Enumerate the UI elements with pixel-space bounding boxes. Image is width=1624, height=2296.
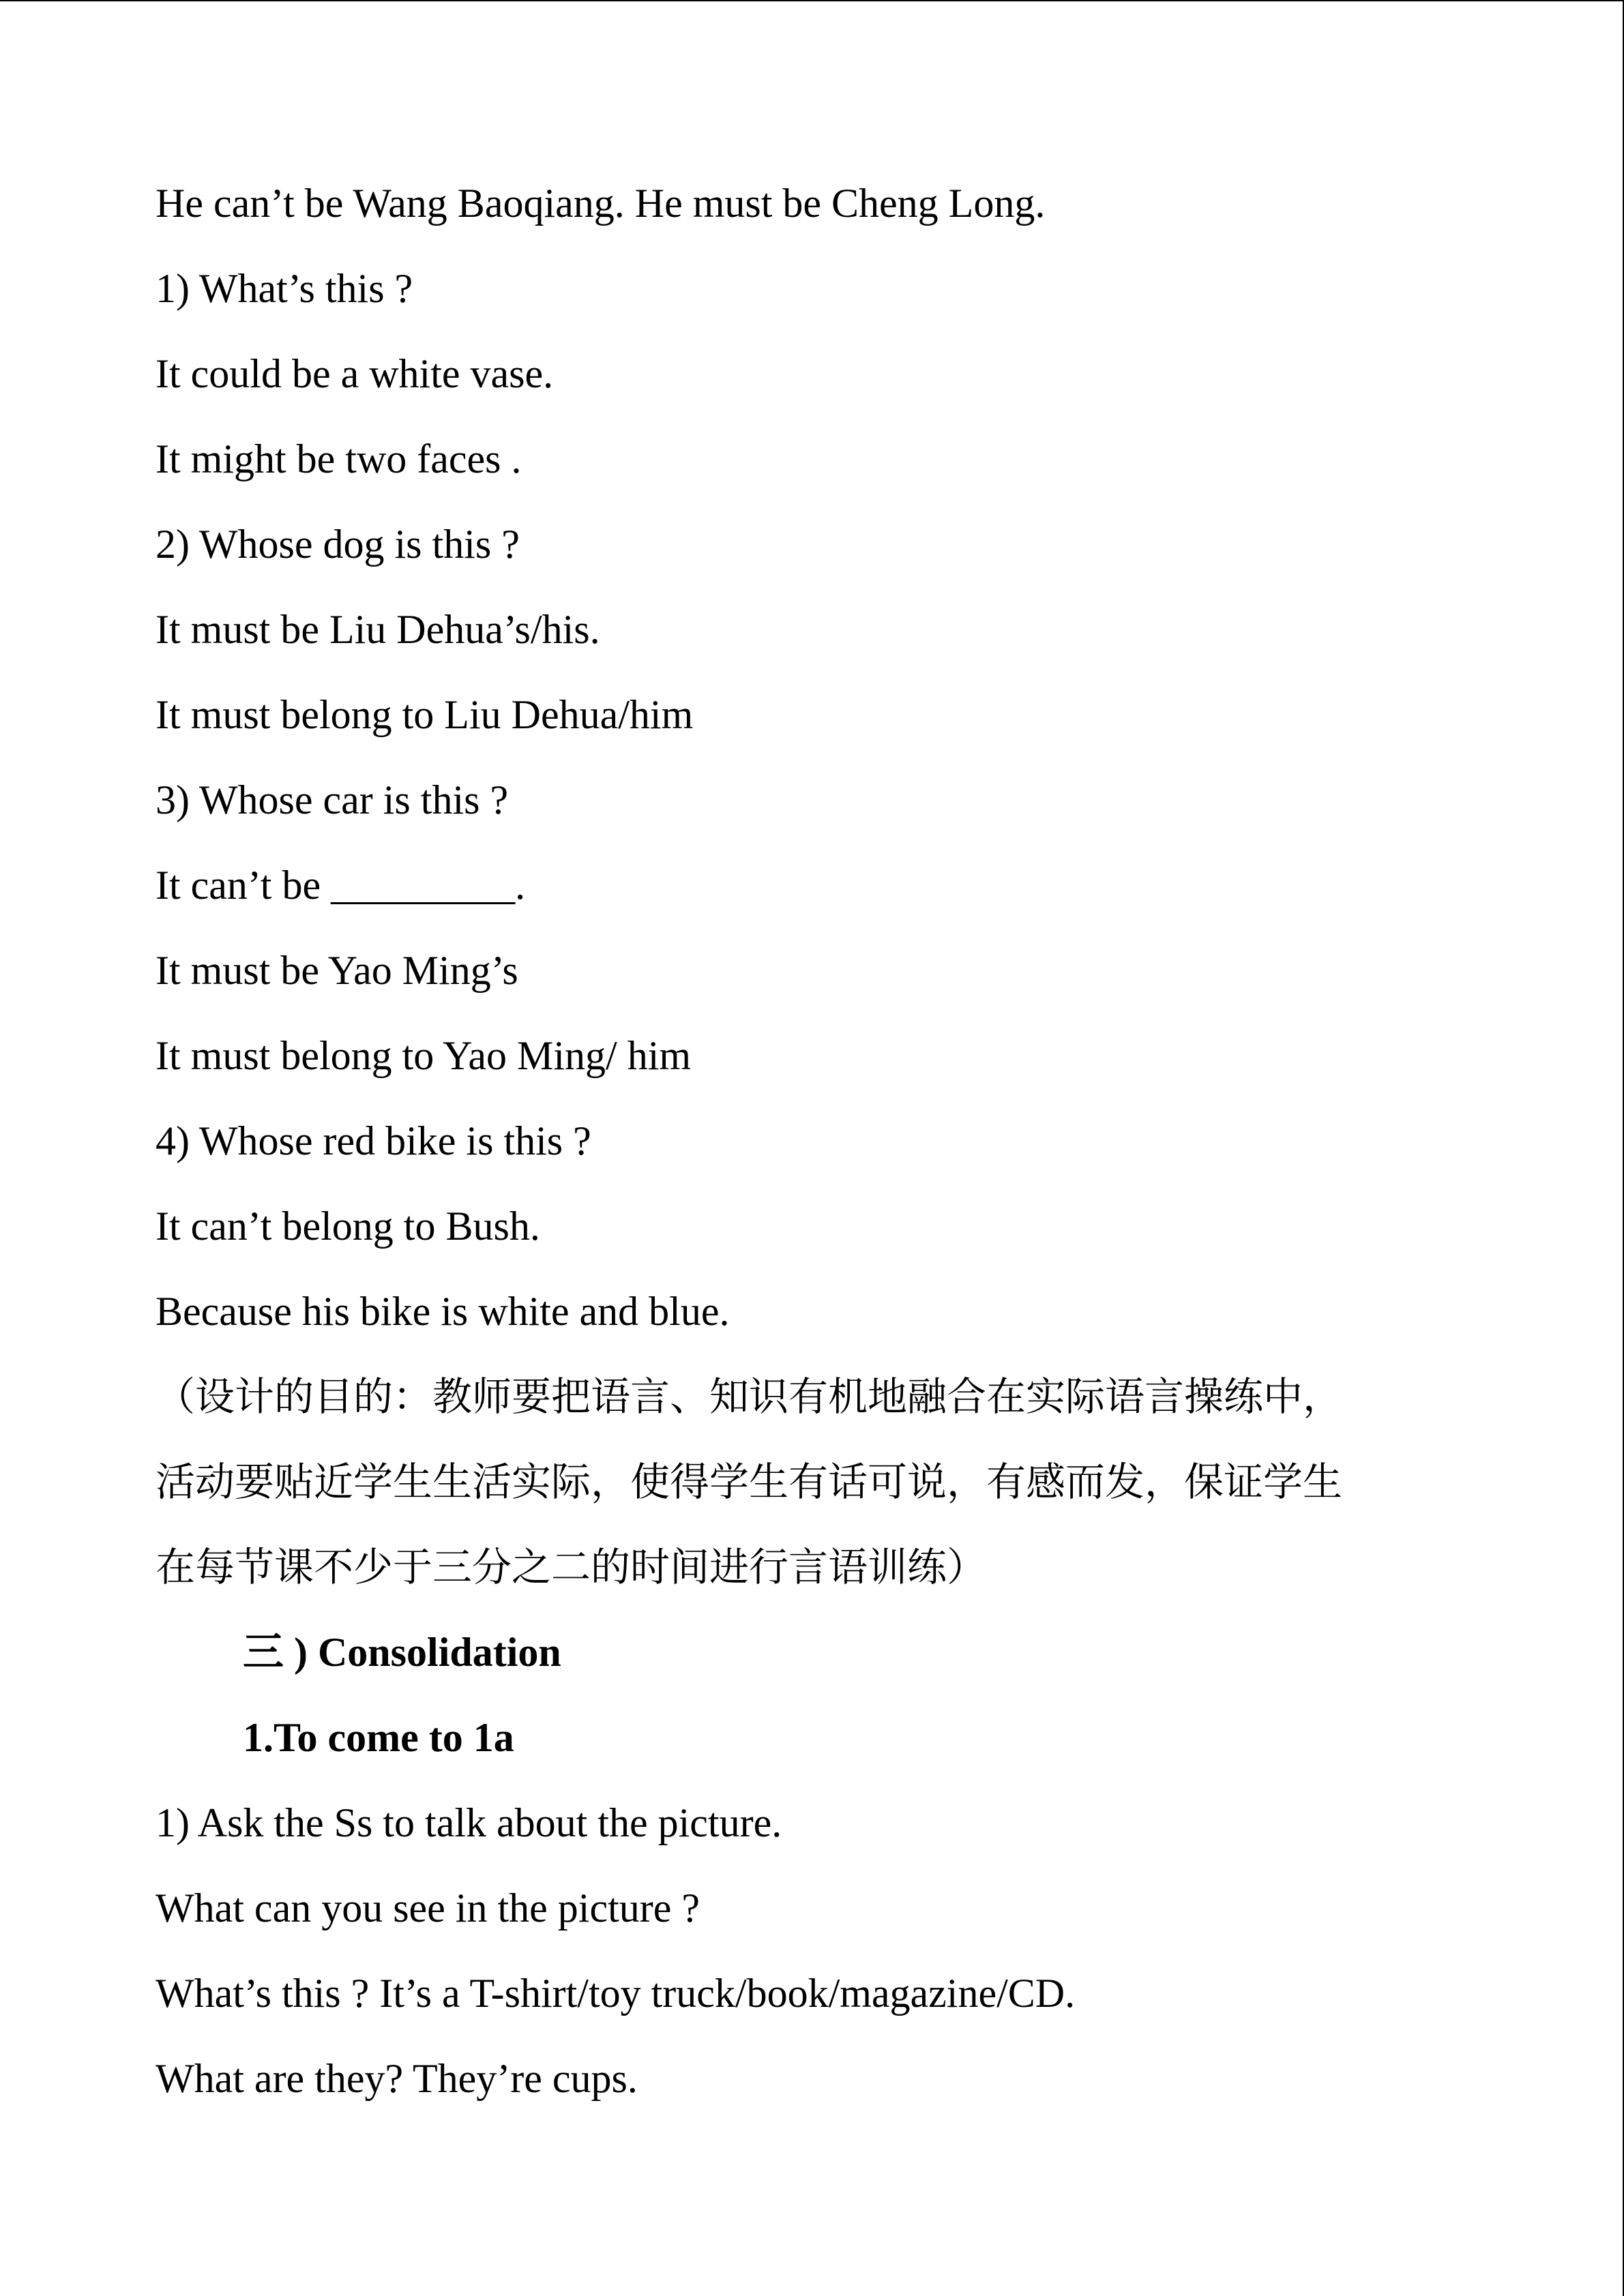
- design-note-line: （设计的目的：教师要把语言、知识有机地融合在实际语言操练中，: [156, 1373, 1343, 1420]
- text-line: What can you see in the picture ?: [156, 1885, 700, 1930]
- design-note-line: 活动要贴近学生生活实际，使得学生有话可说，有感而发，保证学生: [156, 1459, 1343, 1505]
- text-line: It must be Yao Ming’s: [156, 948, 518, 993]
- section-heading: 三 ) Consolidation: [243, 1630, 561, 1675]
- question-heading: 2) Whose dog is this ?: [156, 522, 520, 567]
- text-line: He can’t be Wang Baoqiang. He must be Cheng Long.: [156, 181, 1046, 226]
- document-body: [156, 161, 1506, 2121]
- question-heading: 4) Whose red bike is this ?: [156, 1118, 591, 1163]
- text-line: It must belong to Yao Ming/ him: [156, 1033, 692, 1078]
- question-heading: 3) Whose car is this ?: [156, 777, 509, 822]
- text-line: It must be Liu Dehua’s/his.: [156, 607, 600, 652]
- question-heading: 1) What’s this ?: [156, 266, 413, 311]
- design-note-line: 在每节课不少于三分之二的时间进行言语训练）: [156, 1544, 987, 1590]
- text-line: It must belong to Liu Dehua/him: [156, 692, 694, 737]
- text-line: It can’t belong to Bush.: [156, 1204, 540, 1249]
- text-line: Because his bike is white and blue.: [156, 1289, 730, 1334]
- text-line: It might be two faces .: [156, 436, 522, 481]
- text-line: What are they? They’re cups.: [156, 2056, 638, 2101]
- text-line: 1) Ask the Ss to talk about the picture.: [156, 1800, 782, 1845]
- text-line: It can’t be _________.: [156, 863, 526, 908]
- text-line: What’s this ? It’s a T-shirt/toy truck/book/magazine/CD.: [156, 1971, 1076, 2016]
- text-line: It could be a white vase.: [156, 351, 554, 396]
- subsection-heading: 1.To come to 1a: [243, 1715, 514, 1760]
